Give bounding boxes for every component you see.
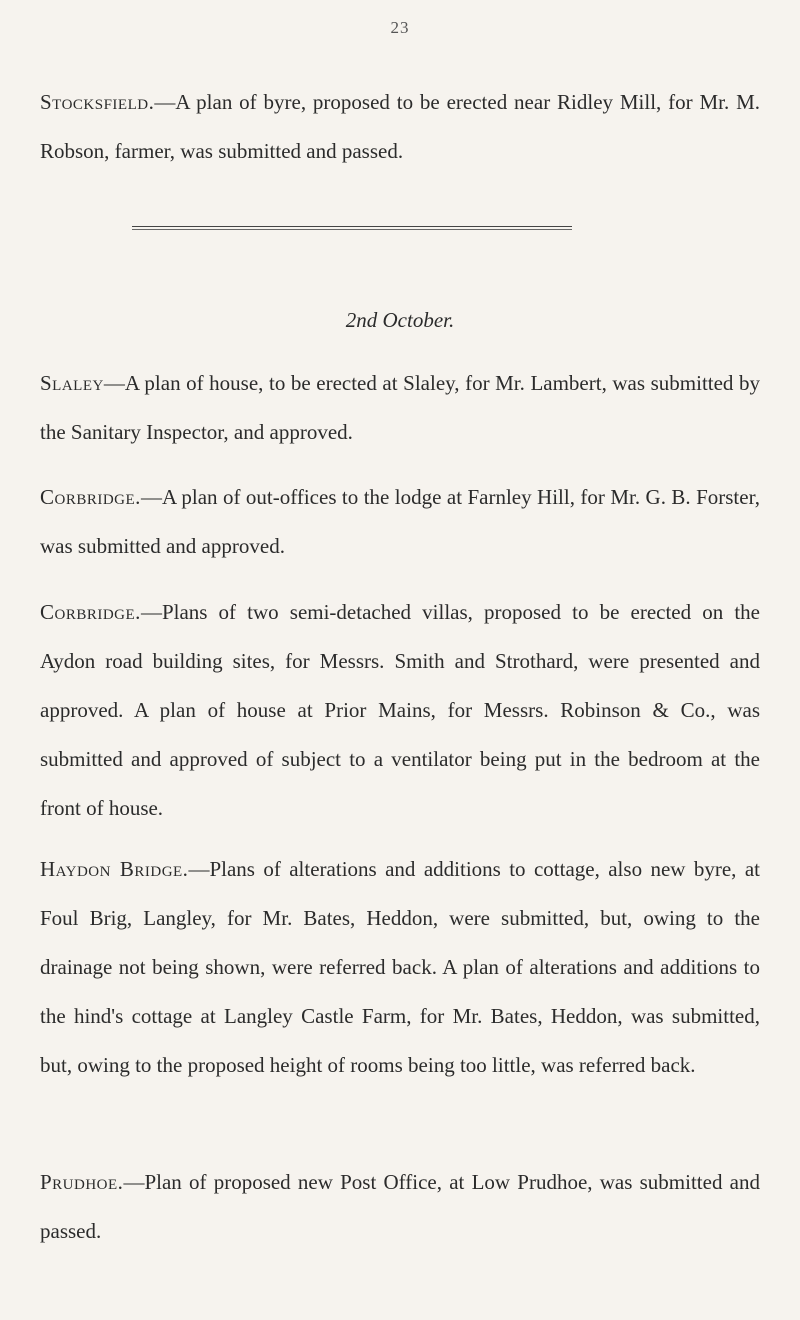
entry-text: —A plan of out-offices to the lodge at Farnley Hill, for Mr. G. B. Forster, was submitted and approved.	[40, 485, 760, 558]
entry-corbridge-1	[40, 473, 760, 571]
entry-haydon-bridge	[40, 845, 760, 1090]
entry-stocksfield	[40, 78, 760, 176]
entry-text: —Plans of two semi-detached villas, proposed to be erected on the Aydon road building sites, for Messrs. Smith and Strothard, were presented and approved. A plan of house at Prior Mains, for Messrs. Robinson & Co., was submitted and approved of subject to a ventilator being put in the bedroom at the front of house.	[40, 600, 760, 820]
entry-prudhoe	[40, 1158, 760, 1256]
section-divider	[132, 226, 572, 230]
entry-heading: Prudhoe.	[40, 1170, 124, 1194]
entry-text: —A plan of byre, proposed to be erected near Ridley Mill, for Mr. M. Robson, farmer, was submitted and passed.	[40, 90, 760, 163]
entry-text: —A plan of house, to be erected at Slaley, for Mr. Lambert, was submitted by the Sanitary Inspector, and approved.	[40, 371, 760, 444]
entry-heading: Haydon Bridge.	[40, 857, 189, 881]
entry-text: —Plan of proposed new Post Office, at Low Prudhoe, was submitted and passed.	[40, 1170, 760, 1243]
entry-corbridge-2	[40, 588, 760, 833]
entry-heading: Corbridge.	[40, 485, 141, 509]
entry-text: —Plans of alterations and additions to cottage, also new byre, at Foul Brig, Langley, for Mr. Bates, Heddon, were submitted, but, owing to the drainage not being shown, were referred back. A plan of alterations and additions to the hind's cottage at Langley Castle Farm, for Mr. Bates, Heddon, was submitted, but, owing to the proposed height of rooms being too little, was referred back.	[40, 857, 760, 1077]
entry-heading: Slaley	[40, 371, 104, 395]
entry-heading: Stocksfield.	[40, 90, 155, 114]
entry-slaley	[40, 359, 760, 457]
entry-heading: Corbridge.	[40, 600, 141, 624]
page-number: 23	[390, 18, 410, 37]
date-heading: 2nd October.	[345, 308, 455, 332]
